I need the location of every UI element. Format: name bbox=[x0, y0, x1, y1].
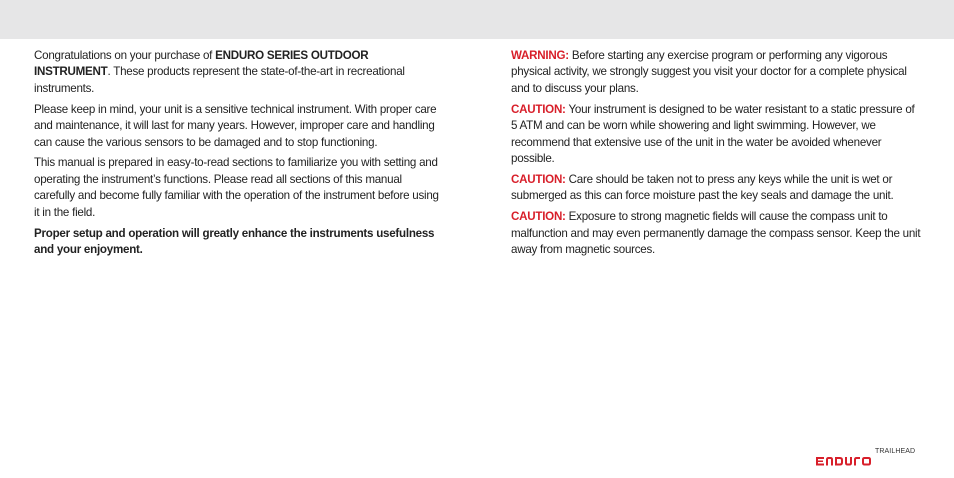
warnings-column bbox=[511, 48, 923, 263]
intro-text-end: . These products represent the state-of-the-art in recreational instruments. bbox=[34, 65, 405, 95]
header-band bbox=[0, 0, 954, 39]
caution-keys-paragraph bbox=[511, 172, 923, 205]
caution-water-paragraph bbox=[511, 102, 923, 168]
product-name: ENDURO SERIES OUTDOOR INSTRUMENT bbox=[34, 49, 369, 79]
intro-column bbox=[34, 48, 439, 263]
care-paragraph: Please keep in mind, your unit is a sensitive technical instrument. With proper care and maintenance, it will last for many years. However, improper care and handling can cause the various sensors to be damaged and to stop functioning. bbox=[34, 102, 437, 149]
intro-text-start: Congratulations on your purchase of bbox=[34, 49, 216, 62]
caution-text: Care should be taken not to press any keys while the unit is wet or submerged as this can force moisture past the key seals and damage the unit. bbox=[511, 172, 894, 203]
warning-label: WARNING: bbox=[511, 49, 569, 62]
enduro-logo-icon bbox=[815, 448, 877, 470]
brand-logo bbox=[815, 448, 919, 470]
caution-magnetic-paragraph bbox=[511, 209, 923, 258]
intro-paragraph bbox=[34, 48, 439, 97]
setup-emphasis: Proper setup and operation will greatly enhance the instruments usefulness and your enjoyment. bbox=[34, 226, 435, 256]
caution-label: CAUTION: bbox=[511, 210, 566, 224]
warning-text: Before starting any exercise program or performing any vigorous physical activity, we strongly suggest you visit your doctor for a complete physical and to discuss your plans. bbox=[511, 49, 907, 95]
warning-paragraph bbox=[511, 48, 923, 97]
trailhead-label: TRAILHEAD bbox=[875, 448, 916, 455]
caution-text: Your instrument is designed to be water resistant to a static pressure of 5 ATM and can be worn while showering and light swimming. However, we recommend that extensive use of the unit in the water be avoided whenever possible. bbox=[511, 102, 915, 165]
manual-paragraph: This manual is prepared in easy-to-read sections to familiarize you with setting and operating the instrument’s functions. Please read all sections of this manual carefully and become fully familiar with the operation of the instrument before using it in the field. bbox=[34, 156, 439, 219]
caution-label: CAUTION: bbox=[511, 102, 566, 116]
caution-text: Exposure to strong magnetic fields will cause the compass unit to malfunction and may even permanently damage the compass sensor. Keep the unit away from magnetic sources. bbox=[511, 210, 921, 256]
caution-label: CAUTION: bbox=[511, 172, 566, 186]
